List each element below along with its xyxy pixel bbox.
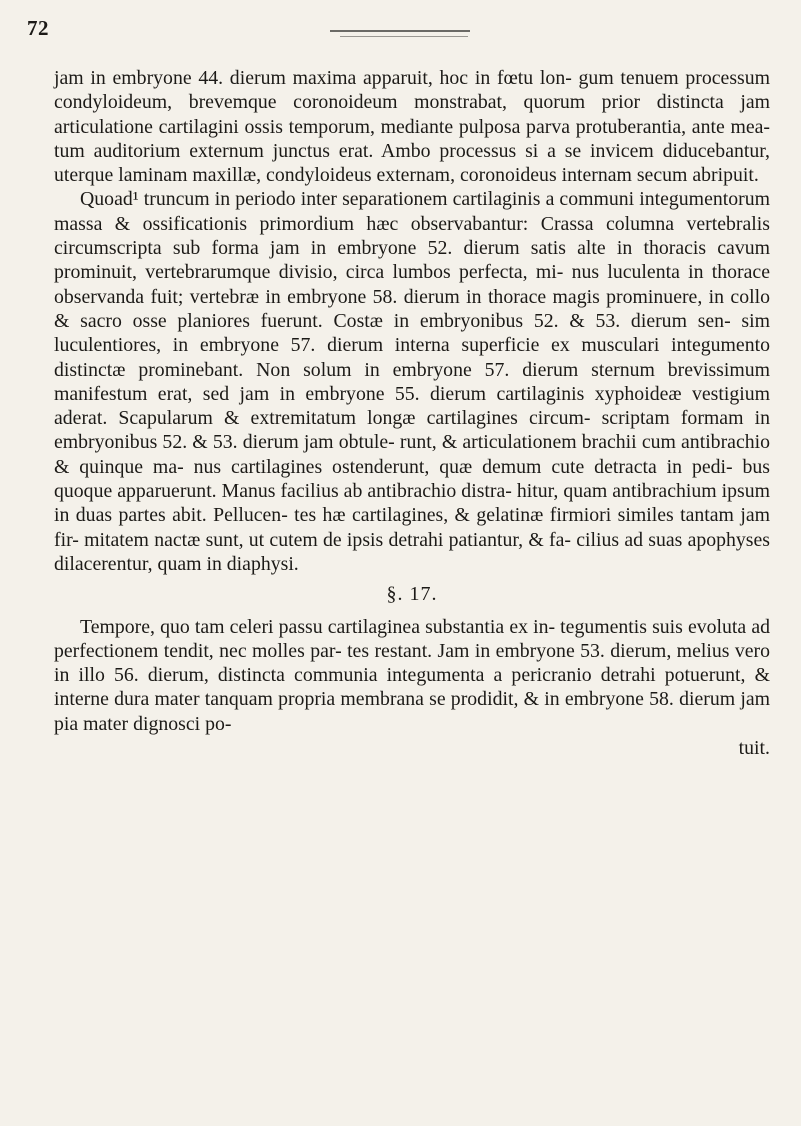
section-heading: §. 17. <box>386 583 438 606</box>
paragraph-final-line: tuit. <box>738 737 770 760</box>
header-rule-secondary <box>340 36 468 37</box>
paragraph-continuation: jam in embryone 44. dierum maxima apparuit, hoc in fœtu lon- gum tenuem processum condyloideum, brevemque coronoideum monstrabat, quorum prior distincta jam articulatione cartilagini ossis temporum, mediante pulposa parva protuberantia, ante mea- tum auditorium externum junctus erat. Ambo processus si a se invicem diducebantur, uterque laminam maxillæ, condyloideus externam, coronoideus internam secum abripuit. <box>54 67 770 187</box>
page-number: 72 <box>27 16 49 40</box>
header-rule <box>330 30 470 32</box>
paragraph-truncus: Quoad¹ truncum in periodo inter separationem cartilaginis a communi integumentorum massa & ossificationis primordium hæc observabantur: Crassa columna vertebralis circumscripta sub forma jam in embryone 52. dierum satis alte in thoracis cavum prominuit, vertebrarumque divisio, circa lumbos perfecta, mi- nus luculenta in thorace observanda fuit; vertebræ in embryone 58. dierum in thorace magis prominuere, in collo & sacro osse planiores fuerunt. Costæ in embryonibus 52. & 53. dierum sen- sim luculentiores, in embryone 57. dierum interna superficie ex musculari integumento distinctæ prominebant. Non solum in embryone 57. dierum sternum brevissimum manifestum erat, sed jam in embryone 55. dierum cartilaginis xyphoideæ vestigium aderat. Scapularum & extremitatum longæ cartilagines circum- scriptam formam in embryonibus 52. & 53. dierum jam obtule- runt, & articulationem brachii cum antibrachio & quinque ma- nus cartilagines ostenderunt, quæ demum cute detracta in pedi- bus quoque apparuerunt. Manus facilius ab antibrachio distra- hitur, quam antibrachium ipsum in duas partes abit. Pellucen- tes hæ cartilagines, & gelatinæ firmiori similes tantam jam fir- mitatem nactæ sunt, ut cutem de ipsis detrahi patiantur, & fa- cilius ad suas apophyses dilacerentur, quam in diaphysi. <box>54 188 770 575</box>
body-text <box>54 66 770 760</box>
paragraph-tempore: Tempore, quo tam celeri passu cartilaginea substantia ex in- tegumentis suis evoluta ad perfectionem tendit, nec molles par- tes restant. Jam in embryone 53. dierum, melius vero in illo 56. dierum, distincta communia integumenta a pericranio detrahi potuerunt, & interne dura mater tanquam propria membrana se prodidit, & in embryone 58. dierum jam pia mater dignosci po- <box>54 615 770 735</box>
